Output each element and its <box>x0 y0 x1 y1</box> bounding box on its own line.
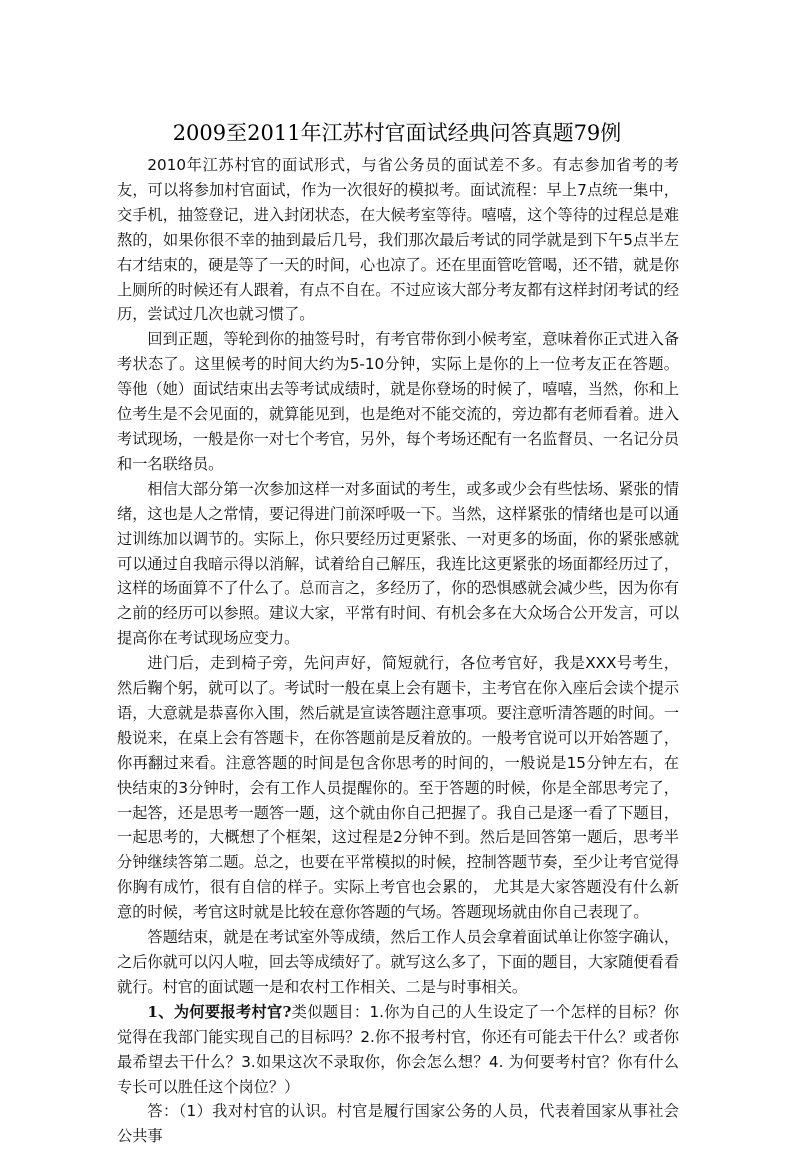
paragraph-entering-room: 进门后，走到椅子旁，先问声好，简短就行，各位考官好，我是XXX号考生，然后鞠个躬，就可以了。考试时一般在桌上会有题卡，主考官在你入座后会读个提示语，大意就是恭喜你入围，然后就是宣读答题注意事项。要注意听清答题的时间。一般说来，在桌上会有答题卡，在你答题前是反着放的。一般考官说可以开始答题了，你再翻过来看。注意答题的时间是包含你思考的时间的，一般说是15分钟左右，在快结束的3分钟时，会有工作人员提醒你的。至于答题的时候，你是全部思考完了，一起答，还是思考一题答一题，这个就由你自己把握了。我自己是逐一看了下题目，一起思考的，大概想了个框架，这过程是2分钟不到。然后是回答第一题后，思考半分钟继续答第二题。总之，也要在平常模拟的时候，控制答题节奏，至少让考官觉得你胸有成竹，很有自信的样子。实际上考官也会累的， 尤其是大家答题没有什么新意的时候，考官这时就是比较在意你答题的气场。答题现场就由你自己表现了。 <box>117 654 679 922</box>
paragraph-nervousness: 相信大部分第一次参加这样一对多面试的考生，或多或少会有些怯场、紧张的情绪，这也是人之常情，要记得进门前深呼吸一下。当然，这样紧张的情绪也是可以通过训练加以调节的。实际上，你只要经历过更紧张、一对更多的场面，你的紧张感就可以通过自我暗示得以消解，试着给自己解压，我连比这更紧张的场面都经历过了，这样的场面算不了什么了。总而言之，多经历了，你的恐惧感就会减少些，因为你有之前的经历可以参照。建议大家，平常有时间、有机会多在大众场合公开发言，可以提高你在考试现场应变力。 <box>117 479 679 648</box>
question-1-answer: 答：（1）我对村官的认识。村官是履行国家公务的人员，代表着国家从事社会公共事 <box>117 1102 679 1146</box>
document-title: 2009至2011年江苏村官面试经典问答真题79例 <box>172 121 622 145</box>
question-1-similar: 类似题目：1.你为自己的人生设定了一个怎样的目标？你觉得在我部门能实现自己的目标吗？2.你不报考村官，你还有可能去干什么？或者你最希望去干什么？3.如果这次不录取你，你会怎么想？4. 为何要考村官？你有什么专长可以胜任这个岗位？） <box>117 1002 680 1096</box>
paragraph-after-exam: 答题结束，就是在考试室外等成绩，然后工作人员会拿着面试单让你签字确认，之后你就可以闪人啦，回去等成绩好了。就写这么多了，下面的题目，大家随便看看就行。村官的面试题一是和农村工作相关、二是与时事相关。 <box>117 928 679 996</box>
paragraph-exam-format: 2010年江苏村官的面试形式，与省公务员的面试差不多。有志参加省考的考友，可以将参加村官面试，作为一次很好的模拟考。面试流程：早上7点统一集中，交手机，抽签登记，进入封闭状态，在大候考室等待。嘻嘻，这个等待的过程总是难熬的，如果你很不幸的抽到最后几号，我们那次最后考试的同学就是到下午5点半左右才结束的，硬是等了一天的时间，心也凉了。还在里面管吃管喝，还不错，就是你上厕所的时候还有人跟着，有点不自在。不过应该大部分考友都有这样封闭考试的经历，尝试过几次也就习惯了。 <box>117 156 679 324</box>
question-1 <box>117 1000 679 1100</box>
paragraph-waiting-room: 回到正题，等轮到你的抽签号时，有考官带你到小候考室，意味着你正式进入备考状态了。这里候考的时间大约为5-10分钟，实际上是你的上一位考友正在答题。等他（她）面试结束出去等考试成绩时，就是你登场的时候了，嘻嘻，当然，你和上位考生是不会见面的，就算能见到，也是绝对不能交流的，旁边都有老师看着。进入考试现场，一般是你一对七个考官，另外，每个考场还配有一名监督员、一名记分员和一名联络员。 <box>117 330 679 473</box>
question-1-title: 1、为何要报考村官? <box>147 1002 292 1021</box>
document-body <box>117 153 679 1149</box>
